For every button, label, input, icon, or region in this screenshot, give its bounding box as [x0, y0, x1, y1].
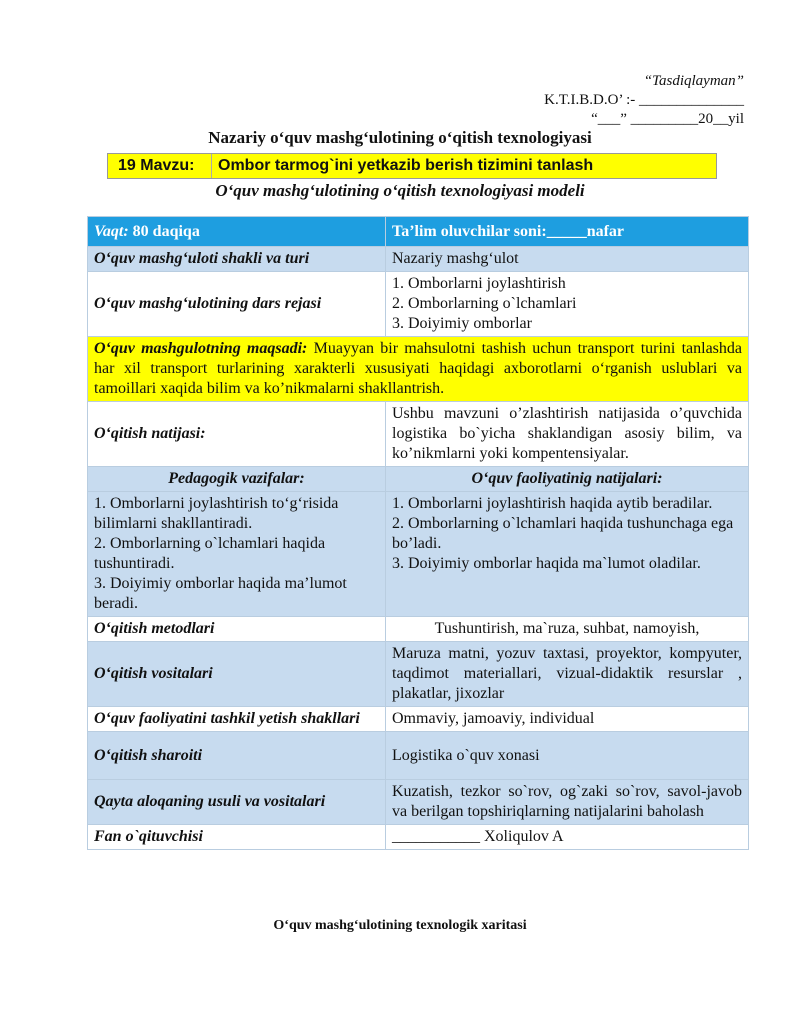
- plan-item: 1. Omborlarni joylashtirish: [392, 275, 566, 292]
- table-header-row: [88, 217, 749, 247]
- time-label: Vaqt:: [94, 222, 129, 240]
- time-cell: [88, 217, 386, 247]
- table-row: [88, 732, 749, 780]
- model-title: O‘quv mashg‘ulotining o‘qitish texnologiyasi modeli: [215, 181, 585, 200]
- list-item: 1. Omborlarni joylashtirish to‘g‘risida bilimlarni shakllantiradi.: [94, 495, 339, 532]
- plan-item: 2. Omborlarning o`lchamlari: [392, 295, 577, 312]
- approval-block: [544, 72, 744, 129]
- organization-value: Ommaviy, jamoaviy, individual: [386, 707, 749, 732]
- form-value: Nazariy mashg‘ulot: [386, 247, 749, 272]
- goal-cell: [88, 337, 749, 402]
- feedback-value: Kuzatish, tezkor so`rov, og`zaki so`rov, savol-javob va berilgan topshiriqlarning natijalarini baholash: [386, 780, 749, 825]
- goal-row: [88, 337, 749, 402]
- methods-value: Tushuntirish, ma`ruza, suhbat, namoyish,: [386, 617, 749, 642]
- list-item: 3. Doiyimiy omborlar haqida ma’lumot beradi.: [94, 575, 347, 612]
- time-value: 80 daqiqa: [128, 222, 200, 240]
- plan-item: 3. Doiyimiy omborlar: [392, 315, 532, 332]
- list-item: 2. Omborlarning o`lchamlari haqida tushuntiradi.: [94, 535, 326, 572]
- technology-map-title: O‘quv mashg‘ulotining texnologik xaritasi: [273, 918, 527, 933]
- goal-text: Muayyan bir mahsulotni tashish uchun transport turini tanlashda har xil transport turlarining xarakterli xususiyati haqidagi axborotlarni o‘rganish uslublari va tamoillari xaqida bilim va ko’nikmalarni shakllantrish.: [94, 340, 742, 397]
- list-item: 3. Doiyimiy omborlar haqida ma`lumot oladilar.: [392, 555, 701, 572]
- conditions-label: O‘qitish sharoiti: [88, 732, 386, 780]
- topic-name: Ombor tarmog`ini yetkazib berish tizimini tanlash: [218, 157, 594, 174]
- plan-label: O‘quv mashg‘ulotining dars rejasi: [88, 272, 386, 337]
- activity-results-heading: O‘quv faoliyatinig natijalari:: [386, 467, 749, 492]
- organization-label: O‘quv faoliyatini tashkil yetish shakllari: [88, 707, 386, 732]
- form-label: O‘quv mashg‘uloti shakli va turi: [88, 247, 386, 272]
- activity-results-list: [386, 492, 749, 617]
- list-item: 2. Omborlarning o`lchamlari haqida tushunchaga ega bo’ladi.: [392, 515, 734, 552]
- document-title: Nazariy o‘quv mashg‘ulotining o‘qitish texnologiyasi: [208, 128, 592, 147]
- table-row: [88, 272, 749, 337]
- table-row: [88, 642, 749, 707]
- table-row: [88, 492, 749, 617]
- tools-label: O‘qitish vositalari: [88, 642, 386, 707]
- topic-banner: [107, 153, 717, 179]
- table-row: [88, 467, 749, 492]
- table-row: [88, 707, 749, 732]
- pedagogic-tasks-heading: Pedagogik vazifalar:: [88, 467, 386, 492]
- table-row: [88, 617, 749, 642]
- list-item: 1. Omborlarni joylashtirish haqida aytib beradilar.: [392, 495, 713, 512]
- teacher-label: Fan o`qituvchisi: [88, 825, 386, 850]
- pedagogic-tasks-list: [88, 492, 386, 617]
- feedback-label: Qayta aloqaning usuli va vositalari: [88, 780, 386, 825]
- students-cell: Ta’lim oluvchilar soni:_____nafar: [386, 217, 749, 247]
- approval-title: “Tasdiqlayman”: [643, 73, 744, 89]
- topic-number: 19 Mavzu:: [108, 154, 212, 178]
- plan-list: [386, 272, 749, 337]
- conditions-value: Logistika o`quv xonasi: [386, 732, 749, 780]
- table-row: [88, 247, 749, 272]
- approval-date: “___” _________20__yil: [591, 111, 744, 127]
- table-row: [88, 402, 749, 467]
- result-value: Ushbu mavzuni o’zlashtirish natijasida o’quvchida logistika bo`yicha shaklandigan asosiy bilim, va ko’nikmlarni yoki kompentensiyalar.: [386, 402, 749, 467]
- result-label: O‘qitish natijasi:: [88, 402, 386, 467]
- goal-label: O‘quv mashgulotning maqsadi:: [94, 340, 308, 357]
- tools-value: Maruza matni, yozuv taxtasi, proyektor, kompyuter, taqdimot materiallari, vizual-didaktik resurslar , plakatlar, jixozlar: [386, 642, 749, 707]
- teacher-value: ___________ Xoliqulov A: [386, 825, 749, 850]
- table-row: [88, 780, 749, 825]
- lesson-table: [87, 216, 749, 850]
- methods-label: O‘qitish metodlari: [88, 617, 386, 642]
- table-row: [88, 825, 749, 850]
- approval-position: K.T.I.B.D.O’ :- ______________: [544, 92, 744, 108]
